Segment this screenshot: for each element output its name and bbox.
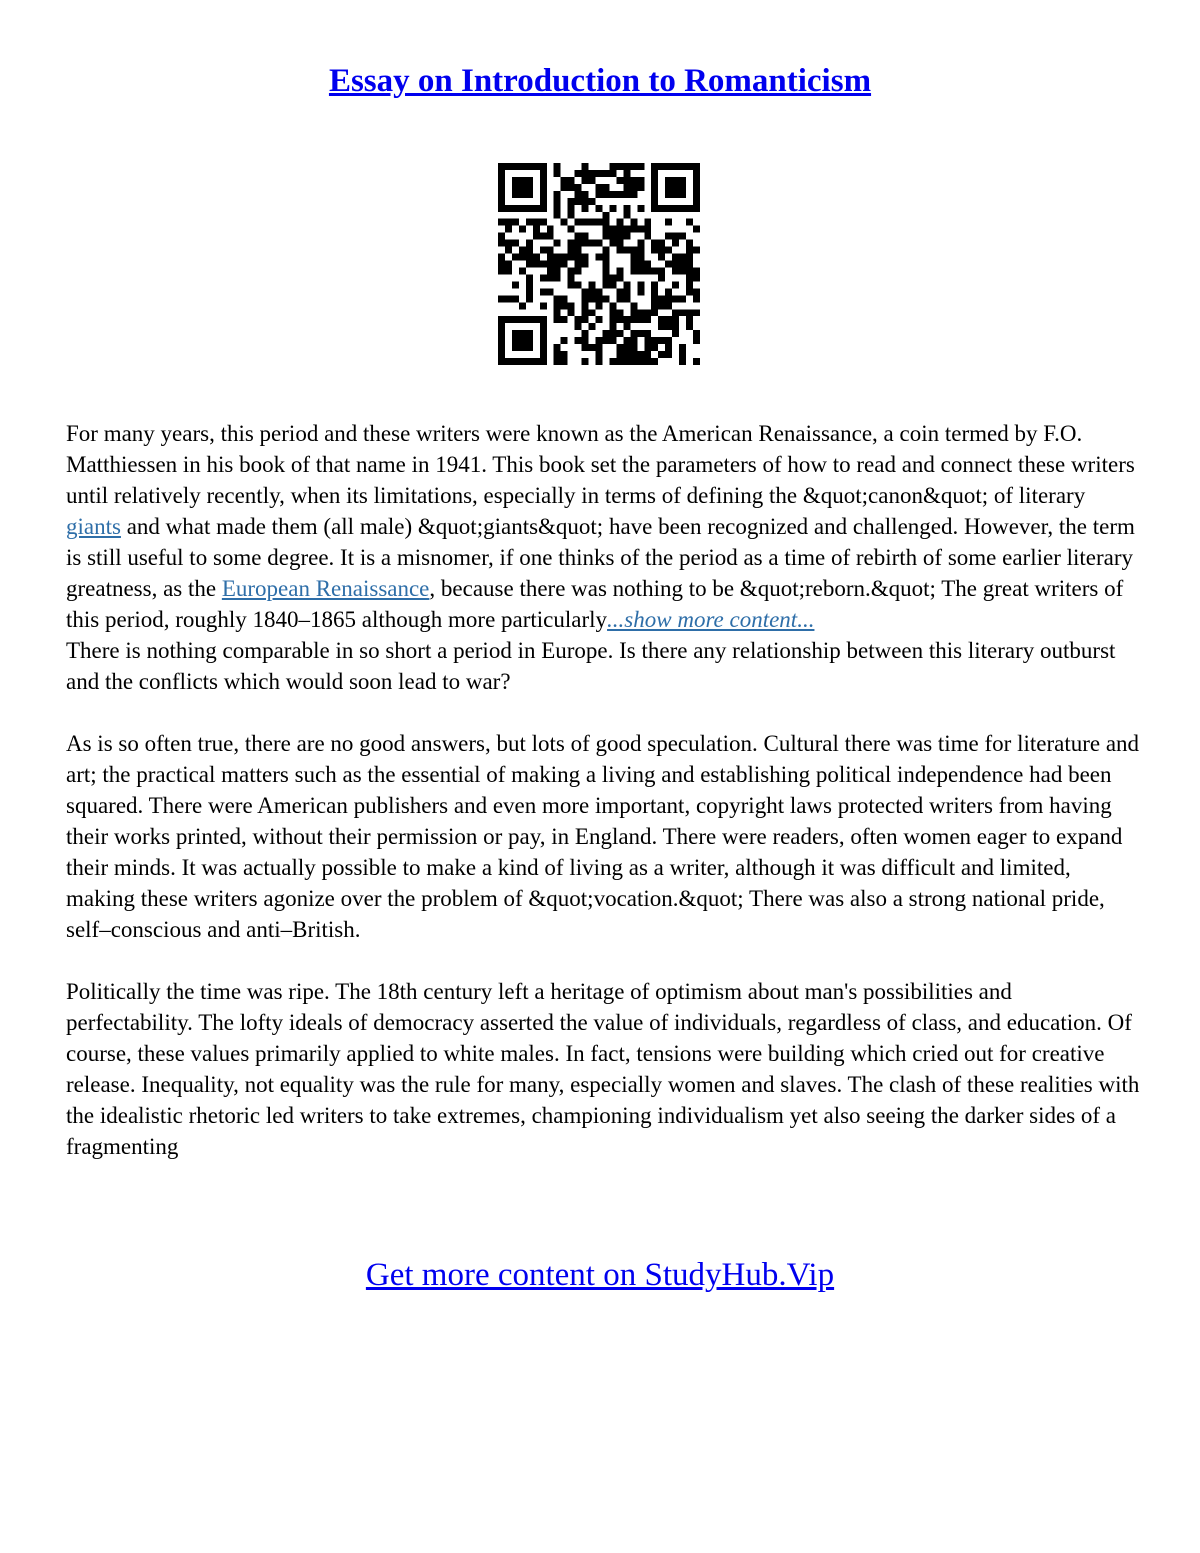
paragraph-2: As is so often true, there are no good answers, but lots of good speculation. Cultural there was time for literature and art; the practical matters such as the essential of making a living and establishing political independence had been squared. There were American publishers and even more important, copyright laws protected writers from having their works printed, without their permission or pay, in England. There were readers, often women eager to expand their minds. It was actually possible to make a kind of living as a writer, although it was difficult and limited, making these writers agonize over the problem of &quot;vocation.&quot; There was also a strong national pride, self–conscious and anti–British. [66,731,1140,942]
paragraph-1-text-a: For many years, this period and these writers were known as the American Renaissance, a coin termed by F.O. Matthiessen in his book of that name in 1941. This book set the parameters of how to read and connect these writers until relatively recently, when its limitations, especially in terms of defining the &quot;canon&quot; of literary [66,421,1135,508]
page-title [0,62,1200,102]
european-renaissance-link[interactable]: European Renaissance [221,576,430,601]
giants-link[interactable]: giants [66,514,121,539]
paragraph-1 [66,418,1141,697]
paragraph-3: Politically the time was ripe. The 18th century left a heritage of optimism about man's possibilities and perfectability. The lofty ideals of democracy asserted the value of individuals, regardless of class, and education. Of course, these values primarily applied to white males. In fact, tensions were building which cried out for creative release. Inequality, not equality was the rule for many, especially women and slaves. The clash of these realities with the idealistic rhetoric led writers to take extremes, championing individualism yet also seeing the darker sides of a fragmenting [66,979,1140,1159]
paragraph-1-text-b: and what made them (all male) &quot;giants&quot; have been recognized and challenged. However, the term is still useful to some degree. It is a misnomer, if one thinks of the period as a time of rebirth of some earlier literary greatness, as the [66,514,1135,601]
paragraph-1-text-c: , because there was nothing to be &quot;reborn.&quot; The great writers of this period, roughly 1840–1865 although more particularly [66,576,1124,632]
title-link[interactable]: Essay on Introduction to Romanticism [328,63,872,99]
essay-body [66,418,1141,1193]
qr-code-icon [498,163,700,365]
footer [0,1256,1200,1296]
paragraph-1-text-d: There is nothing comparable in so short a period in Europe. Is there any relationship between this literary outburst and the conflicts which would soon lead to war? [66,638,1116,694]
get-more-content-link[interactable]: Get more content on StudyHub.Vip [365,1257,835,1293]
show-more-content-link[interactable]: ...show more content... [607,607,815,632]
